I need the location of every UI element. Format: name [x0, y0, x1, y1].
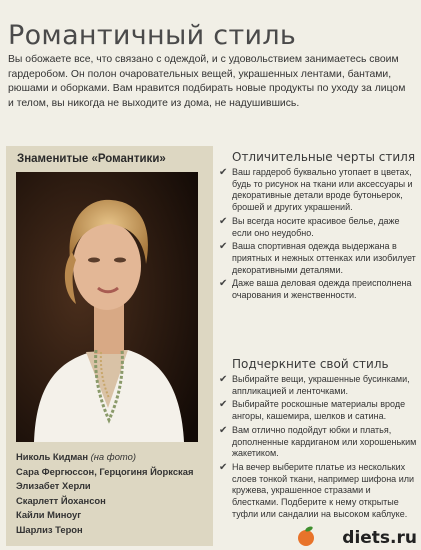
check-icon: ✔ — [219, 241, 228, 253]
check-icon: ✔ — [219, 278, 228, 290]
page-title: Романтичный стиль — [8, 20, 297, 52]
photo-note: (на фото) — [90, 451, 136, 462]
check-icon: ✔ — [219, 215, 228, 227]
style-traits-list — [219, 167, 417, 302]
check-icon: ✔ — [219, 461, 228, 473]
list-item: ✔ Ваш гардероб буквально утопает в цветах, будь то рисунок на ткани или аксессуары и декоративные детали вроде бутоньерок, брошей и других украшений. — [219, 167, 413, 213]
check-icon: ✔ — [219, 424, 228, 436]
list-item: ✔ Вы всегда носите красивое белье, даже если оно неудобно. — [219, 215, 400, 238]
celebrity-name: Элизабет Херли — [16, 480, 91, 492]
famous-romantics-box — [6, 146, 213, 546]
celebrity-list — [16, 450, 211, 538]
celebrity-name: Николь Кидман (на фото) — [16, 451, 136, 462]
famous-romantics-heading: Знаменитые «Романтики» — [17, 153, 166, 165]
list-item: ✔ На вечер выберите платье из нескольких слоев тонкой ткани, например шифона или кружева, украшенное стразами и блестками. Подберите к нему открытые туфли или сандалии на высоком каблуке. — [219, 461, 414, 519]
list-item: ✔ Ваша спортивная одежда выдержана в приятных и нежных оттенках или изобилует декоративными деталями. — [219, 241, 416, 275]
celebrity-photo — [16, 172, 198, 442]
celebrity-name: Сара Фергюссон, Герцогиня Йоркская — [16, 465, 194, 477]
check-icon: ✔ — [219, 167, 228, 178]
emphasize-style-section — [219, 357, 417, 520]
celebrity-name: Кайли Миноуг — [16, 509, 82, 521]
list-item: ✔ Даже ваша деловая одежда преисполнена очарования и женственности. — [219, 278, 412, 301]
celebrity-name: Шарлиз Терон — [16, 523, 83, 535]
apple-icon — [295, 525, 317, 547]
celebrity-name: Скарлетт Йохансон — [16, 494, 106, 506]
list-item: ✔ Выбирайте роскошные материалы вроде ангоры, кашемира, шелков и сатина. — [219, 399, 406, 422]
style-traits-section — [219, 150, 417, 302]
list-item: ✔ Выбирайте вещи, украшенные бусинками, аппликацией и ленточками. — [219, 374, 410, 396]
list-item: ✔ Вам отлично подойдут юбки и платья, дополненные кардиганом или хорошеньким жакетиком. — [219, 424, 417, 459]
check-icon: ✔ — [219, 374, 228, 385]
watermark-link[interactable]: diets.ru — [342, 528, 417, 548]
emphasize-style-list — [219, 374, 417, 520]
check-icon: ✔ — [219, 399, 228, 411]
style-traits-heading: Отличительные черты стиля — [232, 150, 416, 164]
emphasize-style-heading: Подчеркните свой стиль — [232, 357, 389, 371]
intro-paragraph: Вы обожаете все, что связано с одеждой, и с удовольствием занимаетесь своим гардеробом. Он полон очаровательных вещей, украшенных лентами, бантами, рюшами и оборками. Вам нравится подбирать новые продукты по уходу за лицом и телом, вы никогда не выходите из дома, не надушившись. — [8, 54, 406, 109]
